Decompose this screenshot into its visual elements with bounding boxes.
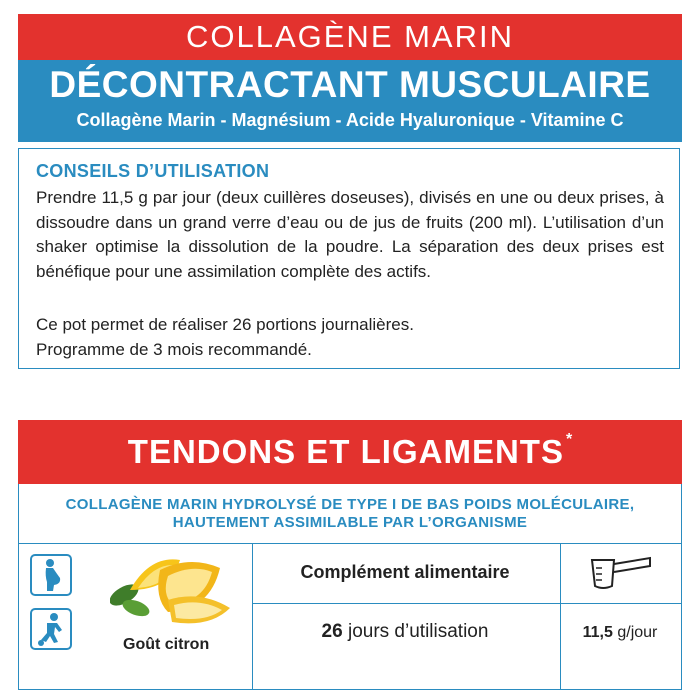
flavor-label: Goût citron xyxy=(123,636,210,653)
daily-dose xyxy=(560,624,680,642)
section-banner xyxy=(18,420,682,484)
pregnancy-icon-cell xyxy=(26,552,76,598)
grid-line-v2 xyxy=(560,543,561,690)
usage-advice-box xyxy=(18,148,680,369)
lemon-slices-icon xyxy=(110,550,240,630)
collagen-description-line2: HAUTEMENT ASSIMILABLE PAR L’ORGANISME xyxy=(172,514,528,531)
usage-advice-heading: CONSEILS D’UTILISATION xyxy=(36,161,270,181)
section-title: TENDONS ET LIGAMENTS xyxy=(127,433,564,470)
dose-unit: g/jour xyxy=(617,624,658,641)
measuring-scoop-icon xyxy=(590,556,654,592)
portions-line: Ce pot permet de réaliser 26 portions journalières. xyxy=(36,315,414,334)
category-label: Complément alimentaire xyxy=(300,562,510,582)
section-asterisk: * xyxy=(565,431,573,448)
brand-line: COLLAGÈNE MARIN xyxy=(185,19,514,54)
usage-advice-text: Prendre 11,5 g par jour (deux cuillères doseuses), divisés en une ou deux prises, à dissoudre dans un grand verre d’eau ou de jus de fruits (200 ml). L’utilisation d’un shaker optimise la dissolution de la poudre. La séparation des deux prises est bénéfique pour une assimilation complète des actifs. xyxy=(36,188,664,281)
football-player-icon xyxy=(30,608,72,650)
brand-banner xyxy=(18,14,682,60)
product-title: DÉCONTRACTANT MUSCULAIRE xyxy=(49,64,651,105)
days-number: 26 xyxy=(321,621,343,642)
title-banner xyxy=(18,60,682,142)
grid-line-middle xyxy=(252,603,682,604)
sport-icon-cell xyxy=(26,606,76,652)
days-text: jours d’utilisation xyxy=(347,621,489,642)
portions-text xyxy=(36,313,664,362)
ingredients-line: Collagène Marin - Magnésium - Acide Hyaluronique - Vitamine C xyxy=(76,110,624,130)
pregnant-woman-icon xyxy=(30,554,72,596)
program-line: Programme de 3 mois recommandé. xyxy=(36,339,312,359)
usage-days xyxy=(252,621,558,643)
dose-number: 11,5 xyxy=(582,624,613,641)
grid-line-top xyxy=(18,543,682,544)
collagen-description-line1: COLLAGÈNE MARIN HYDROLYSÉ DE TYPE I DE BAS POIDS MOLÉCULAIRE, xyxy=(65,496,635,513)
